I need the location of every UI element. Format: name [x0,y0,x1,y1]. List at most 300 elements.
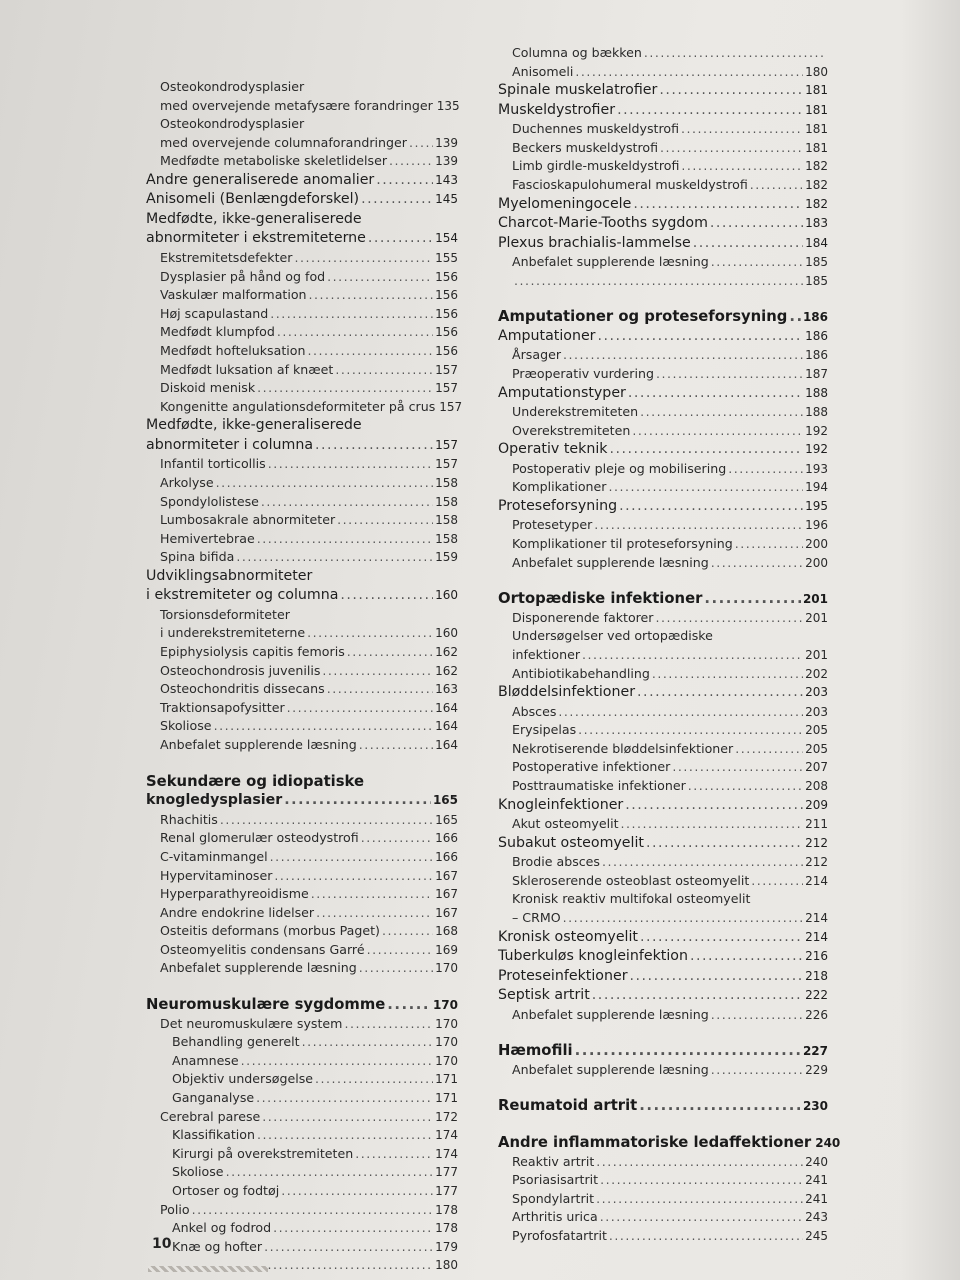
toc-entry [146,1108,458,1127]
dot-leader [315,436,433,456]
toc-page-number: 181 [805,83,828,98]
toc-page-number: 158 [435,531,458,546]
dot-leader [514,272,803,291]
toc-page-number: 230 [802,1099,828,1114]
toc-entry [146,811,458,830]
page-number: 10 [152,1236,172,1252]
toc-entry-title: Klassifikation [172,1127,255,1143]
toc-page-number: 201 [805,610,828,625]
toc-entry-title: Epiphysiolysis capitis femoris [160,644,345,660]
dot-leader [340,586,433,606]
toc-page-number: 143 [435,172,458,187]
toc-page-number: 226 [805,1007,828,1022]
toc-entry-title: Tuberkuløs knogleinfektion [498,948,688,965]
dot-leader [681,157,803,176]
dot-leader [609,1227,803,1246]
toc-entry-title: Absces [512,703,557,719]
toc-entry-title: Myelomeningocele [498,195,632,212]
dot-leader [322,662,433,681]
toc-page-number: 167 [435,887,458,902]
toc-entry [498,1190,828,1209]
toc-entry-text: Sekundære og idiopatiske [146,772,365,790]
toc-entry [146,867,458,886]
dot-leader [600,1208,803,1227]
dot-leader [632,422,803,441]
toc-page-number: 172 [435,1109,458,1124]
toc-page-number: 212 [805,835,828,850]
toc-chapter-entry [498,1097,828,1116]
toc-entry-title: Diskoid menisk [160,380,256,396]
toc-page-number: 241 [805,1173,828,1188]
toc-page-number: 182 [805,177,828,192]
toc-entry-title: Postoperative infektioner [512,759,671,775]
toc-page-number: 159 [435,550,458,565]
toc-entry [498,928,828,948]
toc-entry [498,758,828,777]
toc-chapter-entry [498,1042,828,1061]
toc-entry-title: Renal glomerulær osteodystrofi [160,830,359,846]
toc-entry [498,101,828,121]
toc-entry [498,1171,828,1190]
toc-page-number: 178 [435,1202,458,1217]
toc-page-number: 170 [435,961,458,976]
toc-entry [146,455,458,474]
toc-entry [498,516,828,535]
toc-page-number: 205 [805,723,828,738]
toc-entry-title: Duchennes muskeldystrofi [512,121,679,137]
toc-page-number: 157 [439,399,463,414]
toc-page-number: 201 [802,592,828,607]
toc-entry-title: Reumatoid artrit [498,1097,638,1115]
toc-entry [498,253,828,272]
toc-entry [146,229,458,249]
toc-page-number: 181 [805,102,828,117]
dot-leader [309,286,434,305]
toc-page-number: 158 [435,494,458,509]
dot-leader [633,195,803,215]
dot-leader [262,1108,433,1127]
toc-page-number: 194 [805,480,828,495]
dot-leader [277,323,433,342]
toc-entry-title: Plexus brachialis-lammelse [498,234,691,251]
toc-page-number: 139 [435,154,458,169]
dot-leader [644,44,826,63]
toc-entry-title: Traktionsapofysitter [160,699,285,715]
dot-leader [640,403,803,422]
toc-page-number: 201 [805,647,828,662]
toc-page-number: 207 [805,760,828,775]
dot-leader [558,703,803,722]
toc-page-number: 158 [435,475,458,490]
dot-leader [711,1006,803,1025]
toc-entry-title: Osteochondritis dissecans [160,681,325,697]
toc-page-number: 188 [805,405,828,420]
dot-leader [307,342,433,361]
dot-leader [281,1182,433,1201]
toc-entry [498,535,828,554]
toc-entry [146,286,458,305]
toc-entry-title: Anbefalet supplerende læsning [160,960,357,976]
toc-entry [498,460,828,479]
toc-entry-title: – CRMO [512,910,561,925]
dot-leader [294,249,433,268]
toc-entry-title: Anbefalet supplerende læsning [160,737,357,753]
dot-leader [578,721,803,740]
toc-entry [498,609,828,628]
toc-entry-title: Postoperativ pleje og mobilisering [512,460,727,476]
toc-entry-title: Operativ teknik [498,441,608,458]
dot-leader [359,736,433,755]
toc-page-number: 155 [435,250,458,265]
toc-entry-title: Medfødt klumpfod [160,324,275,340]
dot-leader [256,1089,433,1108]
toc-entry-title: Kronisk osteomyelit [498,928,638,945]
toc-page-number: 240 [805,1154,828,1169]
dot-leader [307,624,433,643]
toc-entry [146,1033,458,1052]
toc-page-number: 200 [805,555,828,570]
toc-entry [146,249,458,268]
dot-leader [302,1033,433,1052]
toc-page-number: 170 [435,1016,458,1031]
toc-entry [146,530,458,549]
toc-entry-title: Medfødt luksation af knæet [160,361,334,377]
dot-leader [361,829,433,848]
toc-entry [498,440,828,460]
toc-entry-title: Anbefalet supplerende læsning [512,1061,709,1077]
toc-right-column [498,44,841,1246]
toc-page-number: 164 [435,700,458,715]
toc-entry [146,699,458,718]
dot-leader [619,497,803,517]
toc-entry-title: Behandling generelt [172,1034,300,1050]
dot-leader [711,554,803,573]
toc-entry [498,176,828,195]
dot-leader [355,1145,433,1164]
dot-leader [630,967,804,987]
footer-decoration [148,1266,268,1272]
toc-chapter-entry [498,1133,841,1153]
toc-entry [498,967,828,987]
dot-leader [270,848,434,867]
toc-entry [146,959,458,978]
toc-page-number: 222 [805,988,828,1003]
toc-entry-text: Medfødte, ikke-generaliserede [146,210,362,227]
toc-page-number: 245 [805,1228,828,1243]
toc-page-number: 156 [435,306,458,321]
dot-leader [270,305,433,324]
toc-entry [146,97,458,116]
toc-page-number: 170 [435,1053,458,1068]
dot-leader [236,548,433,567]
toc-entry-title: Spina bifida [160,549,235,565]
dot-leader [602,853,803,872]
toc-entry [146,436,458,456]
toc-entry-title: abnormiteter i ekstremiteterne [146,230,366,247]
toc-entry-title: Andre generaliserede anomalier [146,171,375,188]
toc-chapter-entry [498,590,828,609]
dot-leader [337,511,433,530]
toc-entry [146,1219,458,1238]
toc-page-number: 171 [435,1072,458,1087]
toc-entry-title: Osteomyelitis condensans Garré [160,941,365,957]
dot-leader [563,909,803,928]
toc-page-number: 169 [435,942,458,957]
dot-leader [672,758,803,777]
toc-page-number: 229 [805,1062,828,1077]
toc-entry [146,717,458,736]
toc-entry [146,662,458,681]
toc-entry [146,624,458,643]
toc-entry-title: Hyperparathyreoidisme [160,886,309,902]
toc-entry [146,548,458,567]
toc-entry-title: Skoliose [172,1164,224,1180]
toc-entry [498,120,828,139]
toc-page-number: 203 [805,704,828,719]
dot-leader [327,268,433,287]
dot-leader [214,717,434,736]
dot-leader [704,590,801,609]
dot-leader [241,1052,433,1071]
dot-leader [637,683,803,703]
toc-entry [498,721,828,740]
toc-entry-title: Limb girdle-muskeldystrofi [512,158,680,174]
toc-entry [498,63,828,82]
toc-entry [146,474,458,493]
toc-entry [498,872,828,891]
toc-page-number: 160 [435,626,458,641]
toc-entry-title: Anbefalet supplerende læsning [512,1006,709,1022]
toc-page-number: 185 [805,273,828,288]
dot-leader [617,101,803,121]
toc-entry-title: Medfødte metaboliske skeletlidelser [160,153,388,169]
dot-leader [257,379,433,398]
toc-entry-title: Ortoser og fodtøj [172,1183,280,1198]
dot-leader [659,81,803,101]
toc-page-number: 180 [435,1258,458,1273]
toc-entry [498,234,828,254]
toc-page-number: 214 [805,929,828,944]
dot-leader [582,646,803,665]
toc-entry [498,740,828,759]
dot-leader [344,1015,433,1034]
toc-entry-title: i underekstremiteterne [160,625,306,641]
toc-entry-title: Reaktiv artrit [512,1153,595,1169]
dot-leader [751,872,803,891]
dot-leader [257,1126,433,1145]
toc-entry [146,511,458,530]
toc-entry [498,384,828,404]
toc-page-number: 139 [435,135,458,150]
toc-entry-title: med overvejende metafysære forandringer [160,97,433,113]
dot-leader [735,535,803,554]
toc-entry [146,791,458,811]
toc-entry [498,909,828,928]
dot-leader [287,699,433,718]
toc-entry [498,81,828,101]
toc-entry-title: Psoriasisartrit [512,1172,599,1188]
toc-page-number: 156 [435,325,458,340]
toc-page-number: 156 [435,269,458,284]
toc-page-number: 240 [815,1135,841,1150]
dot-leader [192,1201,434,1220]
dot-leader [598,327,804,347]
toc-entry [498,815,828,834]
toc-entry-title: Akut osteomyelit [512,816,619,832]
toc-page-number: 203 [805,685,828,700]
toc-page-number: 193 [805,461,828,476]
dot-leader [608,478,803,497]
dot-leader [592,986,803,1006]
toc-entry [498,195,828,215]
toc-page-number: 170 [435,1035,458,1050]
toc-entry-title: Ekstremitetsdefekter [160,249,293,265]
toc-entry-title: Ganganalyse [172,1090,255,1106]
toc-entry-title: Infantil torticollis [160,456,266,472]
toc-entry [146,1145,458,1164]
dot-leader [625,796,803,816]
toc-entry [146,848,458,867]
dot-leader [376,171,433,191]
toc-page-number: 163 [435,682,458,697]
toc-entry-title: i ekstremiteter og columna [146,587,339,604]
dot-leader [216,474,433,493]
toc-entry-title: Disponerende faktorer [512,609,654,625]
toc-page-number: 170 [432,998,458,1013]
dot-leader [575,63,803,82]
toc-entry [498,554,828,573]
toc-entry-text: Kronisk reaktiv multifokal osteomyelit [512,891,751,907]
toc-entry-title: Nekrotiserende bløddelsinfektioner [512,740,734,756]
toc-entry-title: Andre inflammatoriske ledaffektioner [498,1133,812,1151]
toc-page-number: 157 [435,457,458,472]
dot-leader [284,791,431,811]
toc-page-number: 186 [805,328,828,343]
toc-entry-title: Anbefalet supplerende læsning [512,554,709,570]
dot-leader [409,134,433,153]
toc-entry-title: Spinale muskelatrofier [498,82,658,99]
toc-page-number: 214 [805,911,828,925]
toc-entry [498,497,828,517]
dot-leader [274,867,433,886]
toc-page-number: 209 [805,797,828,812]
toc-entry-title: Skleroserende osteoblast osteomyelit [512,872,750,888]
toc-entry [498,478,828,497]
toc-entry [146,680,458,699]
toc-entry [498,44,828,63]
toc-page-number: 165 [435,812,458,827]
dot-leader [315,1070,433,1089]
toc-entry-title: Bløddelsinfektioner [498,684,636,701]
toc-page-number: 202 [805,666,828,681]
toc-entry [146,342,458,361]
toc-entry-title: Anisomeli (Benlængdeforskel) [146,191,360,208]
toc-entry [498,947,828,967]
dot-leader [226,1163,434,1182]
toc-entry [146,268,458,287]
toc-page-number: 156 [435,288,458,303]
toc-entry-title: Hypervitaminoser [160,867,273,883]
toc-page-number: 164 [435,738,458,753]
toc-page-number: 208 [805,779,828,794]
toc-entry-text: Udviklingsabnormiteter [146,567,313,584]
toc-page-number: 181 [805,140,828,155]
toc-entry [146,171,458,191]
dot-leader [389,152,433,171]
dot-leader [347,643,433,662]
toc-entry [498,853,828,872]
toc-entry [146,1163,458,1182]
toc-entry [146,829,458,848]
toc-entry-title: Kirurgi på overekstremiteten [172,1145,354,1161]
toc-entry [146,305,458,324]
toc-page-number: 177 [435,1184,458,1198]
toc-entry-text: Medfødte, ikke-generaliserede [146,417,362,434]
dot-leader [789,308,801,327]
toc-entry-title: Skoliose [160,718,212,734]
toc-entry [498,1006,828,1025]
toc-entry-title: Høj scapulastand [160,305,269,321]
toc-page-number: 171 [435,1091,458,1106]
toc-entry [498,703,828,722]
dot-leader [656,365,803,384]
toc-entry [146,736,458,755]
toc-page-number: 182 [805,159,828,174]
dot-leader [652,665,803,684]
toc-page-number: 158 [435,513,458,528]
toc-page-number: 211 [805,817,828,832]
toc-entry [146,152,458,171]
dot-leader [273,1219,433,1238]
toc-entry [146,190,458,210]
toc-entry-title: C-vitaminmangel [160,848,268,864]
toc-page-number: 157 [435,437,458,452]
toc-page-number: 157 [435,381,458,396]
toc-entry [146,361,458,380]
dot-leader [594,516,803,535]
toc-entry-title: Amputationstyper [498,384,626,401]
toc-entry [498,777,828,796]
toc-entry [146,1126,458,1145]
toc-entry-title: Overekstremiteten [512,422,631,438]
toc-entry [146,1238,458,1257]
toc-entry-text: Torsionsdeformiteter [160,606,290,622]
toc-entry [146,643,458,662]
toc-page-number: 174 [435,1128,458,1143]
toc-page-number: 167 [435,905,458,920]
toc-entry-title: Objektiv undersøgelse [172,1071,314,1087]
toc-entry [498,327,828,347]
toc-entry-title: Komplikationer [512,479,607,495]
toc-entry-title: Brodie absces [512,854,600,870]
dot-leader [610,440,804,460]
toc-entry [498,683,828,703]
toc-entry [498,1208,828,1227]
toc-entry [146,379,458,398]
toc-entry [498,139,828,158]
toc-page-number: 168 [435,924,458,939]
dot-leader [387,996,431,1015]
toc-page-number: 214 [805,873,828,888]
toc-page-number: 241 [805,1191,828,1206]
toc-entry-title: Medfødt hofteluksation [160,342,306,358]
toc-page-number: 185 [805,255,828,270]
dot-leader [640,928,803,948]
toc-entry-title: Proteseinfektioner [498,967,628,984]
toc-entry [498,834,828,854]
toc-entry [498,1153,828,1172]
dot-leader [688,777,803,796]
